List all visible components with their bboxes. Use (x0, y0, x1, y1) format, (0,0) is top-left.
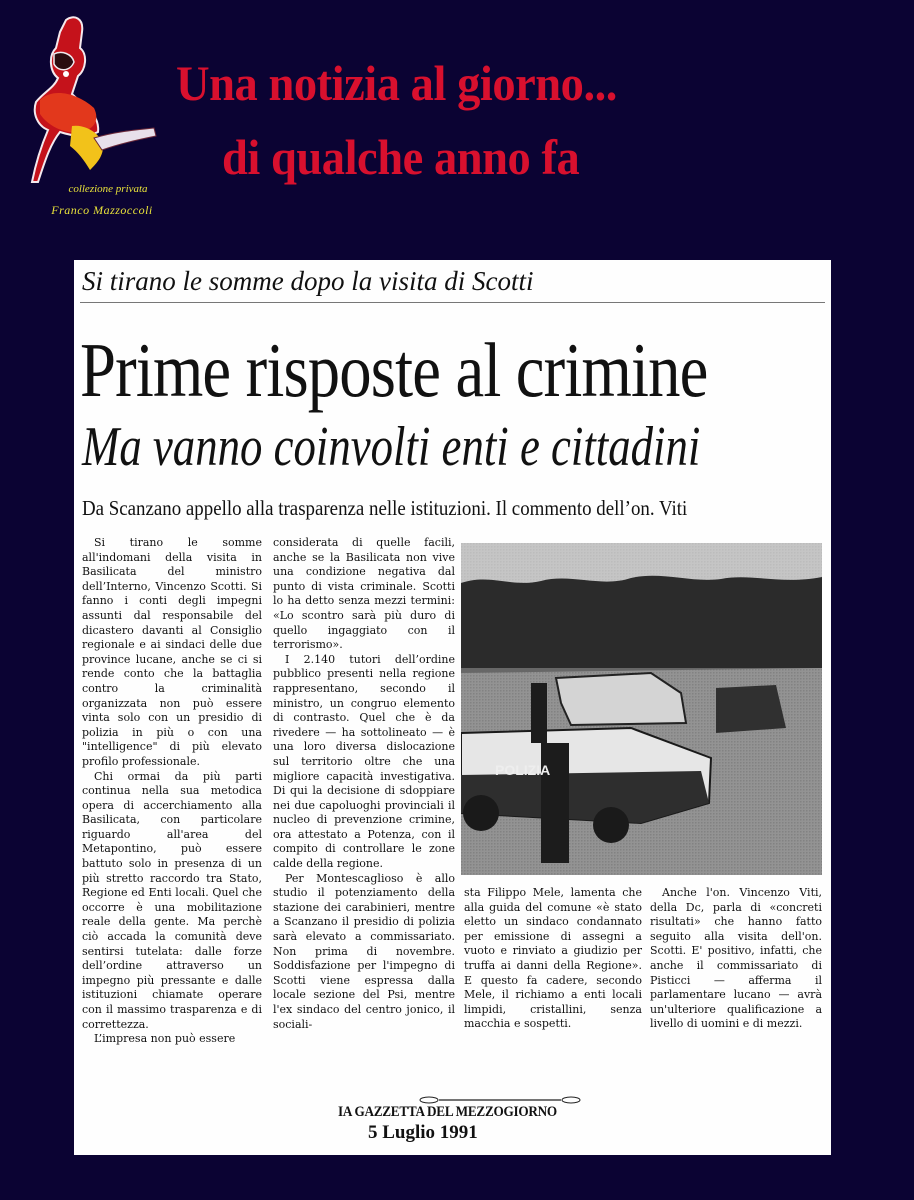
article-column-1 (82, 536, 262, 1047)
paragraph: Chi ormai da più parti continua nella sua metodica opera di accerchiamento alla Basilicata, con particolare riguardo all'area del Metapontino, può essere battuto solo in presenza di un più stretto raccordo tra Stato, Regione ed Enti locali. Quel che occorre è una mobilitazione reale della gente. Ma perchè ciò accada la comunità deve sentirsi tutelata: dalle forze dell’ordine attraverso un impegno più pressante e dalle istituzioni chiamate operare con il massimo trasparenza e di correttezza. (82, 769, 262, 1031)
article-column-4 (650, 886, 822, 1032)
paragraph: Si tirano le somme all'indomani della visita in Basilicata del ministro dell’Interno, Vincenzo Scotti. Si fanno i conti degli impegni assunti dal responsabile del dicastero davanti al Consiglio regionale e ai sindaci delle due province lucane, anche se ci si rende conto che la battaglia contro la criminalità organizzata non può essere vinta solo con un presidio di polizia in più o con una "intelligence" di più elevato profilo professionale. (82, 536, 262, 768)
dancing-figure-icon (14, 14, 184, 189)
article-column-3 (464, 886, 642, 1032)
ornament-divider (419, 1096, 581, 1104)
article-subheadline: Ma vanno coinvolti enti e cittadini (82, 416, 701, 478)
paragraph: I 2.140 tutori dell’ordine pubblico presenti nella regione rappresentano, secondo il ministro, un congruo elemento di contrasto. Quel che è da rivedere — ha sottolineato — è una loro diversa dislocazione sul territorio oltre che una migliore capacità investigativa. Di qui la decisione di sdoppiare nei due capoluoghi provinciali il nucleo di prevenzione crimine, ora attestato a Potenza, con il compito di controllare le zone calde della regione. (273, 652, 455, 871)
newspaper-masthead: IA GAZZETTA DEL MEZZOGIORNO (338, 1104, 557, 1120)
logo-caption-owner: Franco Mazzoccoli (51, 203, 153, 217)
paragraph: Anche l'on. Vincenzo Viti, della Dc, parla di «concreti risultati» che hanno fatto seguito alla visita dell'on. Scotti. E' positivo, infatti, che anche il commissariato di Pisticci — afferma il parlamentare lucano — avrà un'ulteriore qualificazione a livello di uomini e di mezzi. (650, 886, 822, 1031)
paragraph: considerata di quelle facili, anche se la Basilicata non vive una condizione negativa dal punto di vista criminale. Scotti lo ha detto senza mezzi termini: «Lo scontro sarà più duro di quello ingaggiato con il terrorismo». (273, 536, 455, 652)
article-kicker: Si tirano le somme dopo la visita di Scotti (82, 266, 534, 296)
paragraph: L’impresa non può essere (94, 1032, 236, 1046)
logo-caption-collection: collezione privata (68, 183, 148, 195)
article-deck: Da Scanzano appello alla trasparenza nelle istituzioni. Il commento dell’on. Viti (82, 496, 688, 520)
article-photo-police-cars (461, 543, 822, 875)
article-column-2 (273, 536, 455, 1032)
article-headline: Prime risposte al crimine (80, 327, 708, 413)
paragraph: sta Filippo Mele, lamenta che alla guida del comune «è stato eletto un sindaco condannato per emissione di assegni a vuoto e rinviato a giudizio per truffa ai danni della Regione». E questo fa cadere, secondo Mele, il richiamo a enti locali limpidi, cristallini, senza macchia e sospetti. (464, 886, 642, 1031)
kicker-divider (80, 302, 825, 303)
paragraph: Per Montescaglioso è allo studio il potenziamento della stazione dei carabinieri, mentre a Scanzano il presidio di polizia sarà elevato a commissariato. Non prima di novembre. Soddisfazione per l'impegno di Scotti viene espressa dalla locale sezione del Psi, mentre l'ex sindaco del centro jonico, il sociali- (273, 871, 455, 1031)
banner-title-line2: di qualche anno fa (222, 129, 580, 185)
photo-car-label: POLIZIA (495, 762, 551, 778)
banner-title-line1: Una notizia al giorno... (176, 55, 617, 111)
newspaper-clipping (74, 260, 831, 1155)
publication-date: 5 Luglio 1991 (368, 1122, 478, 1143)
